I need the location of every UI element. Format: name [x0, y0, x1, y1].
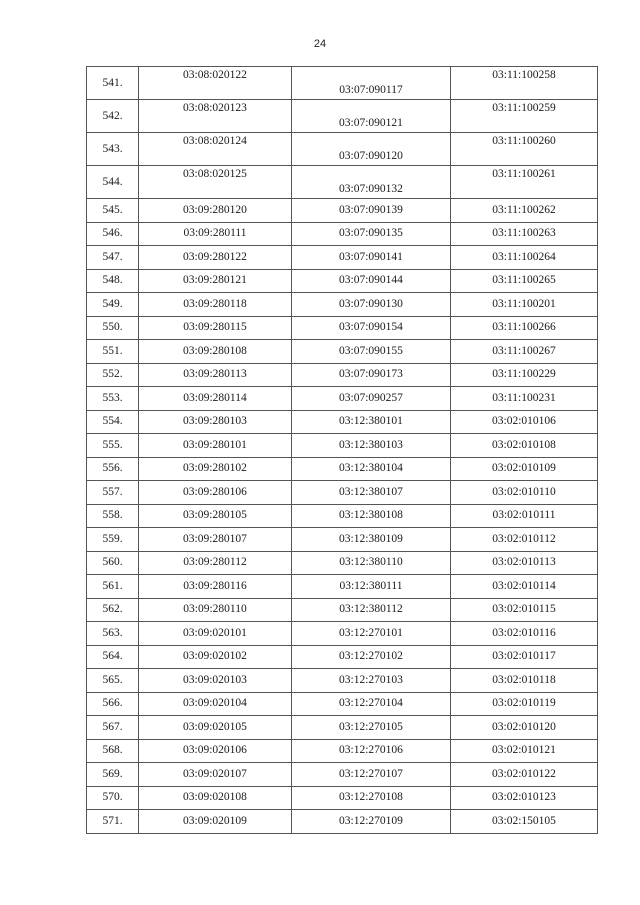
table-row [87, 716, 598, 740]
row-number-cell: 547. [87, 246, 139, 270]
row-number-cell: 571. [87, 810, 139, 834]
table-row [87, 387, 598, 411]
code-cell-col1: 03:09:280103 [139, 410, 292, 434]
table-row [87, 199, 598, 223]
code-cell-col2: 03:07:090257 [292, 387, 451, 411]
table-row [87, 551, 598, 575]
data-table [86, 66, 598, 834]
row-number-cell: 549. [87, 293, 139, 317]
code-cell-col2: 03:12:380104 [292, 457, 451, 481]
code-cell-col3: 03:02:010120 [451, 716, 598, 740]
row-number-cell: 541. [87, 67, 139, 100]
code-cell-col2: 03:12:380110 [292, 551, 451, 575]
code-cell-col1: 03:09:020102 [139, 645, 292, 669]
row-number-cell: 562. [87, 598, 139, 622]
code-cell-col3: 03:02:010123 [451, 786, 598, 810]
code-cell-col1: 03:09:280101 [139, 434, 292, 458]
code-cell-col3: 03:11:100266 [451, 316, 598, 340]
row-number-cell: 557. [87, 481, 139, 505]
code-cell-col1: 03:09:280121 [139, 269, 292, 293]
code-cell-col3: 03:02:010106 [451, 410, 598, 434]
table-row [87, 504, 598, 528]
code-cell-col1: 03:09:280118 [139, 293, 292, 317]
code-cell-col2: 03:07:090144 [292, 269, 451, 293]
code-cell-col2: 03:07:090132 [292, 166, 451, 199]
code-cell-col1: 03:09:280111 [139, 222, 292, 246]
code-cell-col2: 03:12:380109 [292, 528, 451, 552]
code-cell-col1: 03:09:280102 [139, 457, 292, 481]
code-cell-col1: 03:08:020124 [139, 133, 292, 166]
code-cell-col2: 03:12:380111 [292, 575, 451, 599]
row-number-cell: 569. [87, 763, 139, 787]
row-number-cell: 542. [87, 100, 139, 133]
code-cell-col1: 03:09:020101 [139, 622, 292, 646]
table-row [87, 528, 598, 552]
row-number-cell: 544. [87, 166, 139, 199]
row-number-cell: 565. [87, 669, 139, 693]
row-number-cell: 555. [87, 434, 139, 458]
row-number-cell: 564. [87, 645, 139, 669]
code-cell-col1: 03:09:020107 [139, 763, 292, 787]
row-number-cell: 554. [87, 410, 139, 434]
table-row [87, 133, 598, 166]
code-cell-col3: 03:11:100259 [451, 100, 598, 133]
row-number-cell: 570. [87, 786, 139, 810]
code-cell-col2: 03:12:270109 [292, 810, 451, 834]
row-number-cell: 556. [87, 457, 139, 481]
table-row [87, 692, 598, 716]
code-cell-col3: 03:02:010115 [451, 598, 598, 622]
row-number-cell: 550. [87, 316, 139, 340]
row-number-cell: 543. [87, 133, 139, 166]
code-cell-col3: 03:02:010110 [451, 481, 598, 505]
table-row [87, 246, 598, 270]
code-cell-col3: 03:02:010117 [451, 645, 598, 669]
code-cell-col1: 03:09:020103 [139, 669, 292, 693]
row-number-cell: 566. [87, 692, 139, 716]
page-number: 24 [313, 38, 327, 50]
table-row [87, 457, 598, 481]
code-cell-col2: 03:12:380107 [292, 481, 451, 505]
code-cell-col2: 03:12:270104 [292, 692, 451, 716]
row-number-cell: 568. [87, 739, 139, 763]
code-cell-col3: 03:02:010114 [451, 575, 598, 599]
table-row [87, 669, 598, 693]
code-cell-col1: 03:09:020106 [139, 739, 292, 763]
code-cell-col1: 03:09:280115 [139, 316, 292, 340]
code-cell-col1: 03:08:020122 [139, 67, 292, 100]
row-number-cell: 560. [87, 551, 139, 575]
table-row [87, 575, 598, 599]
code-cell-col3: 03:02:010122 [451, 763, 598, 787]
code-cell-col1: 03:08:020125 [139, 166, 292, 199]
code-cell-col2: 03:12:270107 [292, 763, 451, 787]
code-cell-col2: 03:12:270102 [292, 645, 451, 669]
code-cell-col2: 03:07:090141 [292, 246, 451, 270]
code-cell-col3: 03:11:100258 [451, 67, 598, 100]
code-cell-col1: 03:09:020105 [139, 716, 292, 740]
code-cell-col3: 03:11:100201 [451, 293, 598, 317]
row-number-cell: 548. [87, 269, 139, 293]
table-row [87, 166, 598, 199]
code-cell-col2: 03:07:090117 [292, 67, 451, 100]
code-cell-col3: 03:02:010118 [451, 669, 598, 693]
code-cell-col1: 03:09:020104 [139, 692, 292, 716]
table-row [87, 481, 598, 505]
table-row [87, 739, 598, 763]
code-cell-col2: 03:07:090121 [292, 100, 451, 133]
table-row [87, 645, 598, 669]
row-number-cell: 567. [87, 716, 139, 740]
row-number-cell: 559. [87, 528, 139, 552]
code-cell-col1: 03:09:280116 [139, 575, 292, 599]
code-cell-col2: 03:07:090130 [292, 293, 451, 317]
code-cell-col3: 03:02:010119 [451, 692, 598, 716]
code-cell-col2: 03:12:270103 [292, 669, 451, 693]
code-cell-col1: 03:09:280105 [139, 504, 292, 528]
code-cell-col1: 03:09:280113 [139, 363, 292, 387]
code-cell-col1: 03:08:020123 [139, 100, 292, 133]
table-row [87, 293, 598, 317]
code-cell-col1: 03:09:280106 [139, 481, 292, 505]
row-number-cell: 551. [87, 340, 139, 364]
code-cell-col3: 03:11:100231 [451, 387, 598, 411]
code-cell-col1: 03:09:280114 [139, 387, 292, 411]
table-row [87, 100, 598, 133]
code-cell-col3: 03:11:100264 [451, 246, 598, 270]
code-cell-col2: 03:12:380108 [292, 504, 451, 528]
table-row [87, 810, 598, 834]
code-cell-col2: 03:12:270105 [292, 716, 451, 740]
table-row [87, 316, 598, 340]
table-row [87, 622, 598, 646]
code-cell-col3: 03:11:100262 [451, 199, 598, 223]
table-row [87, 340, 598, 364]
table-row [87, 67, 598, 100]
row-number-cell: 546. [87, 222, 139, 246]
table-row [87, 786, 598, 810]
row-number-cell: 563. [87, 622, 139, 646]
code-cell-col3: 03:11:100263 [451, 222, 598, 246]
table-row [87, 434, 598, 458]
code-cell-col2: 03:12:380112 [292, 598, 451, 622]
code-cell-col3: 03:02:150105 [451, 810, 598, 834]
row-number-cell: 553. [87, 387, 139, 411]
table-row [87, 598, 598, 622]
code-cell-col3: 03:11:100267 [451, 340, 598, 364]
code-cell-col1: 03:09:280108 [139, 340, 292, 364]
row-number-cell: 545. [87, 199, 139, 223]
code-cell-col1: 03:09:280120 [139, 199, 292, 223]
code-cell-col1: 03:09:020108 [139, 786, 292, 810]
table-row [87, 763, 598, 787]
code-cell-col3: 03:11:100229 [451, 363, 598, 387]
table-row [87, 410, 598, 434]
code-cell-col3: 03:02:010112 [451, 528, 598, 552]
code-cell-col1: 03:09:280112 [139, 551, 292, 575]
code-cell-col1: 03:09:280110 [139, 598, 292, 622]
code-cell-col3: 03:11:100265 [451, 269, 598, 293]
table-body [87, 67, 598, 834]
code-cell-col3: 03:02:010111 [451, 504, 598, 528]
code-cell-col2: 03:07:090139 [292, 199, 451, 223]
code-cell-col2: 03:07:090154 [292, 316, 451, 340]
code-cell-col2: 03:12:380101 [292, 410, 451, 434]
code-cell-col2: 03:12:270108 [292, 786, 451, 810]
code-cell-col3: 03:02:010116 [451, 622, 598, 646]
row-number-cell: 558. [87, 504, 139, 528]
table-row [87, 363, 598, 387]
code-cell-col1: 03:09:020109 [139, 810, 292, 834]
table-row [87, 222, 598, 246]
code-cell-col3: 03:02:010108 [451, 434, 598, 458]
code-cell-col3: 03:11:100261 [451, 166, 598, 199]
code-cell-col1: 03:09:280107 [139, 528, 292, 552]
row-number-cell: 561. [87, 575, 139, 599]
code-cell-col3: 03:02:010109 [451, 457, 598, 481]
row-number-cell: 552. [87, 363, 139, 387]
code-cell-col2: 03:07:090135 [292, 222, 451, 246]
code-cell-col3: 03:11:100260 [451, 133, 598, 166]
code-cell-col2: 03:07:090173 [292, 363, 451, 387]
code-cell-col2: 03:12:270106 [292, 739, 451, 763]
code-cell-col1: 03:09:280122 [139, 246, 292, 270]
code-cell-col2: 03:12:380103 [292, 434, 451, 458]
code-cell-col3: 03:02:010121 [451, 739, 598, 763]
code-cell-col2: 03:07:090120 [292, 133, 451, 166]
code-cell-col2: 03:12:270101 [292, 622, 451, 646]
table-row [87, 269, 598, 293]
code-cell-col2: 03:07:090155 [292, 340, 451, 364]
code-cell-col3: 03:02:010113 [451, 551, 598, 575]
